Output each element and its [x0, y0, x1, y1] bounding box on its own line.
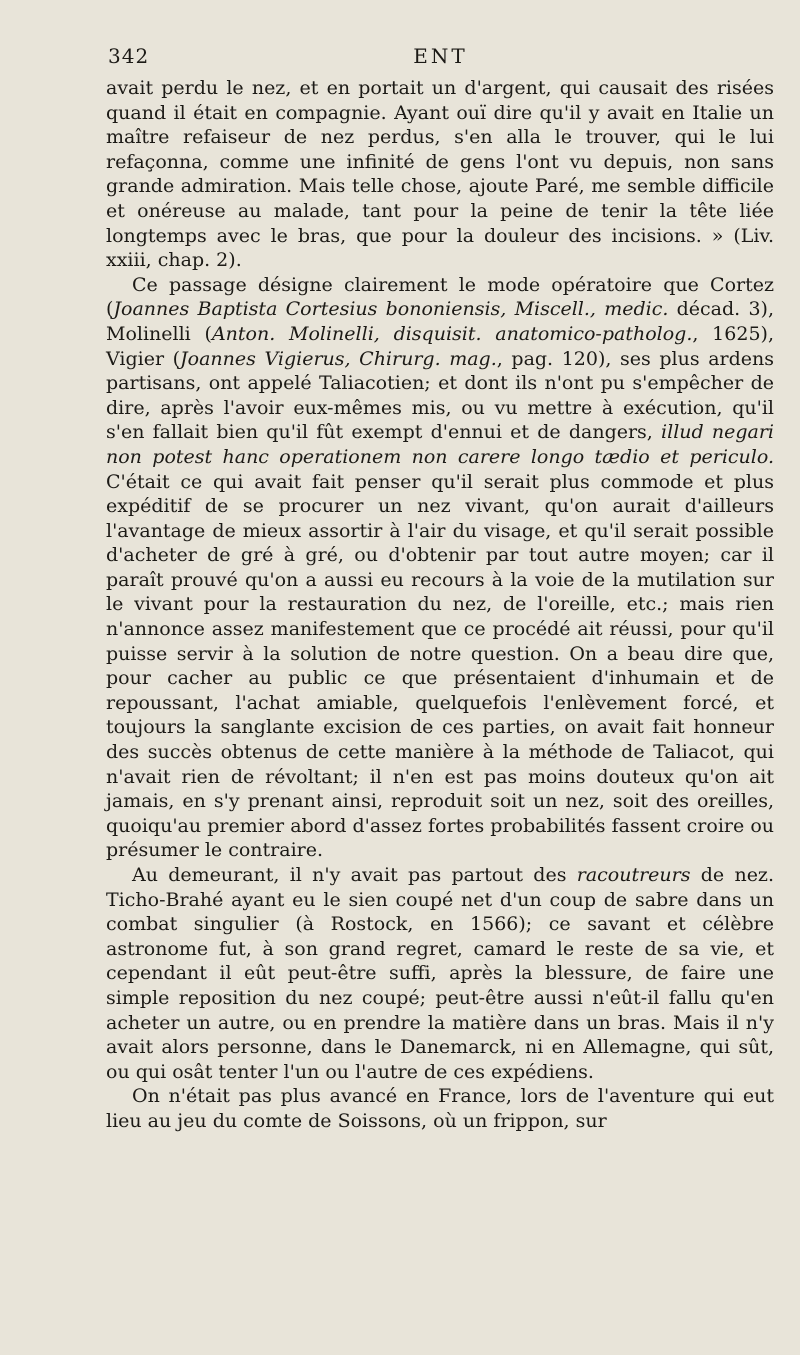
text-run: , pag. 120), ses plus ardens partisans, ont appelé Taliacotien; et dont ils n'ont pu s'empêcher de dire, après l'avoir eux-mêmes mis, ou vu mettre à exécution, qu'il s'en fallait bien qu'il fût exempt d'ennui et de dangers, — [106, 347, 774, 444]
text-run: décad. 3), Molinelli ( — [106, 298, 774, 345]
running-headword: ENT — [413, 44, 468, 68]
paragraph — [106, 863, 774, 1084]
text-run: On n'était pas plus avancé en France, lors de l'aventure qui eut lieu au jeu du comte de Soissons, où un frippon, sur — [106, 1085, 774, 1132]
italic-text: Joannes Vigierus, Chirurg. mag. — [180, 347, 497, 370]
running-head — [108, 44, 773, 72]
page-number: 342 — [108, 44, 150, 68]
text-run: de nez. Ticho-Brahé ayant eu le sien coupé net d'un coup de sabre dans un combat singulier (à Rostock, en 1566); ce savant et célèbre astronome fut, à son grand regret, camard le reste de sa vie, et cependant il eût peut-être suffi, après la blessure, de faire une simple reposition du nez coupé; peut-être aussi n'eût-il fallu qu'en acheter un autre, ou en prendre la matière dans un bras. Mais il n'y avait alors personne, dans le Danemarck, ni en Allemagne, qui sût, ou qui osât tenter l'un ou l'autre de ces expédiens. — [106, 864, 774, 1083]
italic-text: illud negari non potest hanc operationem non carere longo tædio et periculo. — [106, 421, 774, 468]
body-text — [106, 76, 774, 1134]
italic-text: Joannes Baptista Cortesius bononiensis, Miscell., medic. — [113, 298, 669, 321]
italic-text: racoutreurs — [576, 864, 691, 886]
text-run: , 1625), Vigier ( — [106, 322, 774, 370]
italic-text: Anton. Molinelli, disquisit. anatomico-patholog. — [211, 322, 693, 345]
text-run: C'était ce qui avait fait penser qu'il serait plus commode et plus expéditif de se procurer un nez vivant, qu'on aurait d'ailleurs l'avantage de mieux assortir à l'air du visage, et qu'il serait possible d'acheter de gré à gré, ou d'obtenir par tout autre moyen; car il paraît prouvé qu'on a aussi eu recours à la voie de la mutilation sur le vivant pour la restauration du nez, de l'oreille, etc.; mais rien n'annonce assez manifestement que ce procédé ait réussi, pour qu'il puisse servir à la solution de notre question. On a beau dire que, pour cacher au public ce que présentaient d'inhumain et de repoussant, l'achat amiable, quelquefois l'enlèvement forcé, et toujours la sanglante excision de ces parties, on avait fait honneur des succès obtenus de cette manière à la méthode de Taliacot, qui n'avait rien de révoltant; il n'en est pas moins douteux qu'on ait jamais, en s'y prenant ainsi, reproduit soit un nez, soit des oreilles, quoiqu'au premier abord d'assez fortes probabilités fassent croire ou présumer le contraire. — [106, 470, 774, 862]
text-run: Au demeurant, il n'y avait pas partout des — [132, 864, 577, 886]
paragraph — [106, 273, 774, 863]
paragraph — [106, 76, 774, 273]
text-run: avait perdu le nez, et en portait un d'argent, qui causait des risées quand il était en compagnie. Ayant ouï dire qu'il y avait en Italie un maître refaiseur de nez perdus, s'en alla le trouver, qui le lui refaçonna, comme une infinité de gens l'ont vu depuis, non sans grande admiration. Mais telle chose, ajoute Paré, me semble difficile et onéreuse au malade, tant pour la peine de tenir la tête liée longtemps avec le bras, que pour la douleur des incisions. » (Liv. xxiii, chap. 2). — [106, 77, 774, 272]
paragraph — [106, 1084, 774, 1133]
text-run: Ce passage désigne clairement le mode opératoire que Cortez ( — [106, 273, 774, 321]
